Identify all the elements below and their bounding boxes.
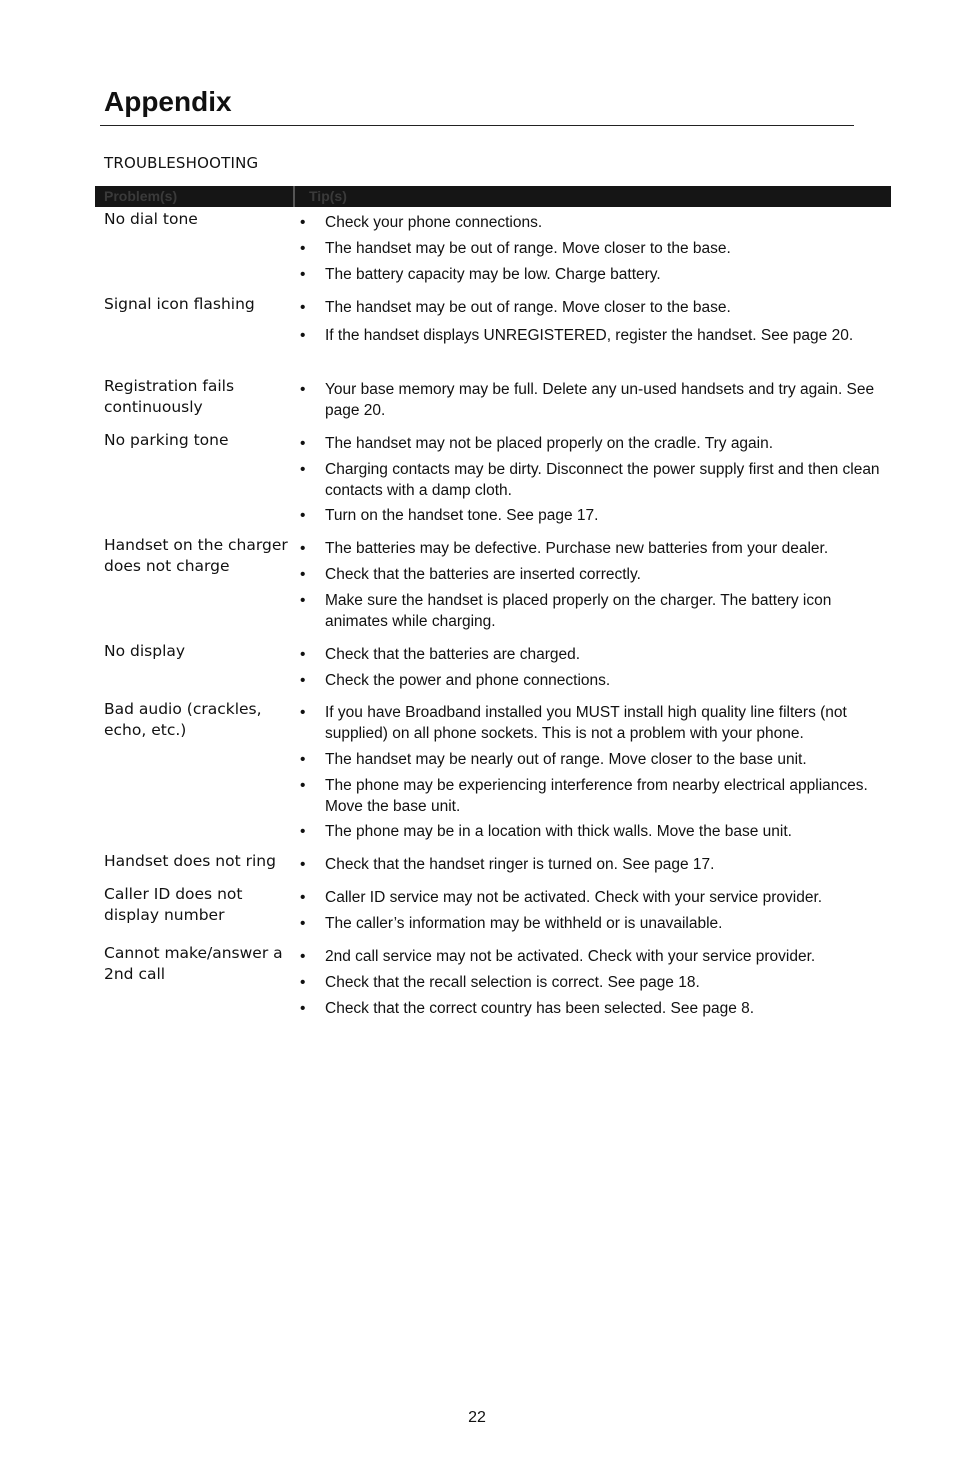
tip-item [300, 887, 880, 908]
tip-text: The handset may be out of range. Move closer to the base. [325, 299, 731, 316]
tip-text: If you have Broadband installed you MUST install high quality line filters (not supplied) on all phone sockets. This is not a problem with your phone. [325, 704, 847, 742]
tip-item [300, 998, 880, 1019]
tip-item [300, 775, 880, 817]
bullet-icon: • [300, 948, 306, 965]
tip-text: Caller ID service may not be activated. Check with your service provider. [325, 889, 823, 906]
tip-text: If the handset displays UNREGISTERED, register the handset. See page 20. [325, 327, 854, 344]
tip-text: Your base memory may be full. Delete any un-used handsets and try again. See page 20. [325, 381, 875, 419]
tip-text: Make sure the handset is placed properly on the charger. The battery icon animates while charging. [325, 592, 832, 630]
bullet-icon: • [300, 889, 306, 906]
bullet-icon: • [300, 856, 306, 873]
tip-text: The battery capacity may be low. Charge battery. [325, 266, 661, 283]
tip-item [300, 212, 880, 233]
column-header-problems: Problem(s) [95, 186, 295, 207]
tip-text: The phone may be in a location with thick walls. Move the base unit. [325, 823, 792, 840]
tip-text: The handset may not be placed properly on the cradle. Try again. [325, 435, 774, 452]
tip-text: 2nd call service may not be activated. Check with your service provider. [325, 948, 816, 965]
page-number: 22 [468, 1409, 486, 1426]
problem-label: No display [104, 642, 186, 660]
tip-item [300, 749, 880, 770]
bullet-icon: • [300, 1000, 306, 1017]
bullet-icon: • [300, 435, 306, 452]
tip-item [300, 590, 880, 632]
bullet-icon: • [300, 704, 306, 721]
tip-item [300, 972, 880, 993]
tip-text: The handset may be nearly out of range. Move closer to the base unit. [325, 751, 807, 768]
tip-item [300, 379, 880, 421]
tip-item [300, 538, 880, 559]
tip-item [300, 264, 880, 285]
bullet-icon: • [300, 777, 306, 794]
tip-item [300, 238, 880, 259]
tip-text: Turn on the handset tone. See page 17. [325, 507, 599, 524]
tip-item [300, 913, 880, 934]
page-title: Appendix [104, 86, 232, 117]
tip-text: Check that the batteries are inserted correctly. [325, 566, 641, 583]
bullet-icon: • [300, 327, 306, 344]
problem-label: Registration fails continuously [104, 377, 235, 416]
tip-item [300, 821, 880, 842]
bullet-icon: • [300, 214, 306, 231]
problem-label: Cannot make/answer a 2nd call [104, 944, 283, 983]
bullet-icon: • [300, 915, 306, 932]
tip-text: Check your phone connections. [325, 214, 543, 231]
tip-item [300, 564, 880, 585]
bullet-icon: • [300, 507, 306, 524]
tip-text: The handset may be out of range. Move closer to the base. [325, 240, 731, 257]
tip-item [300, 505, 880, 526]
problem-label: Bad audio (crackles, echo, etc.) [104, 700, 262, 739]
problem-label: Signal icon flashing [104, 295, 255, 313]
tip-text: The batteries may be defective. Purchase new batteries from your dealer. [325, 540, 829, 557]
bullet-icon: • [300, 266, 306, 283]
tip-item [300, 644, 880, 665]
tip-item [300, 702, 880, 744]
tip-text: Check that the handset ringer is turned on. See page 17. [325, 856, 715, 873]
tip-item [300, 854, 880, 875]
tip-item [300, 325, 880, 346]
problem-label: Handset does not ring [104, 852, 276, 870]
bullet-icon: • [300, 823, 306, 840]
bullet-icon: • [300, 540, 306, 557]
tip-item [300, 433, 880, 454]
tip-text: The caller’s information may be withheld or is unavailable. [325, 915, 723, 932]
bullet-icon: • [300, 672, 306, 689]
bullet-icon: • [300, 299, 306, 316]
tip-item [300, 459, 880, 501]
problem-label: No dial tone [104, 210, 198, 228]
bullet-icon: • [300, 240, 306, 257]
column-header-tips: Tip(s) [309, 188, 347, 204]
problem-label: No parking tone [104, 431, 229, 449]
tip-text: Check that the correct country has been selected. See page 8. [325, 1000, 755, 1017]
section-heading: TROUBLESHOOTING [104, 154, 259, 172]
problem-label: Caller ID does not display number [104, 885, 243, 924]
tip-text: Check the power and phone connections. [325, 672, 611, 689]
bullet-icon: • [300, 646, 306, 663]
tip-item [300, 670, 880, 691]
tip-text: The phone may be experiencing interference from nearby electrical appliances. Move the base unit. [325, 777, 868, 815]
bullet-icon: • [300, 566, 306, 583]
tip-item [300, 297, 880, 318]
bullet-icon: • [300, 592, 306, 609]
bullet-icon: • [300, 751, 306, 768]
bullet-icon: • [300, 974, 306, 991]
problem-label: Handset on the charger does not charge [104, 536, 288, 575]
tip-text: Check that the recall selection is correct. See page 18. [325, 974, 700, 991]
bullet-icon: • [300, 381, 306, 398]
tip-text: Check that the batteries are charged. [325, 646, 581, 663]
bullet-icon: • [300, 461, 306, 478]
tip-text: Charging contacts may be dirty. Disconnect the power supply first and then clean contacts with a damp cloth. [325, 461, 880, 499]
tip-item [300, 946, 880, 967]
